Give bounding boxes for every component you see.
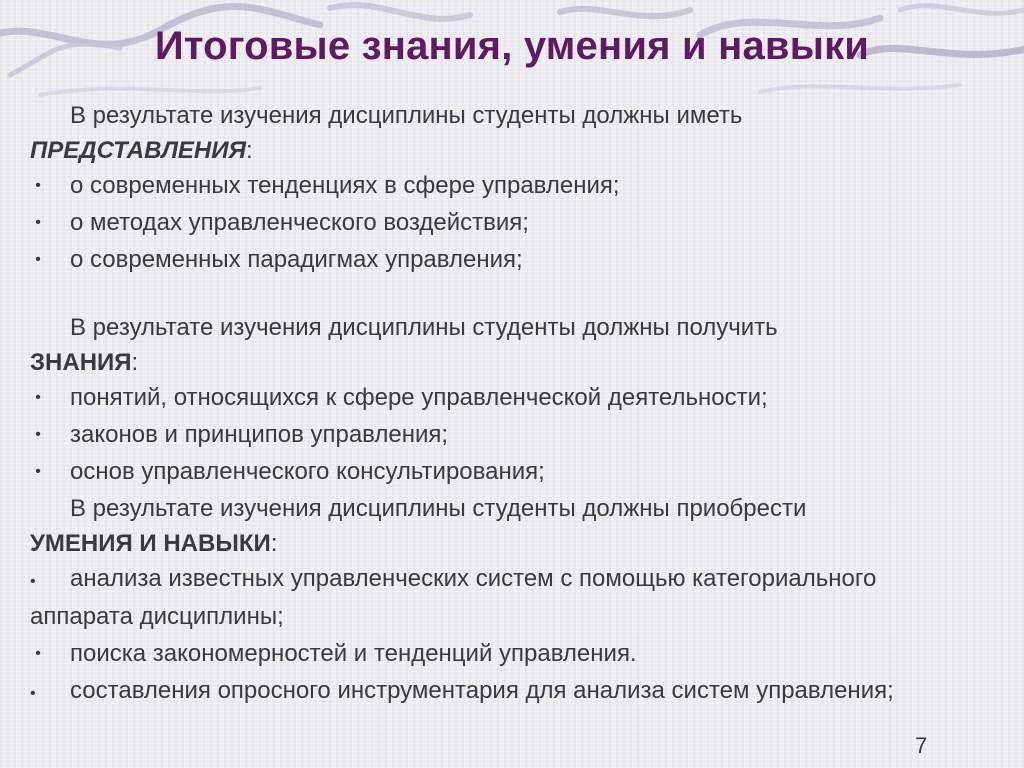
list-item-text: о современных парадигмах управления; xyxy=(70,246,523,273)
page-number: 7 xyxy=(915,733,928,758)
bullet-list xyxy=(30,168,980,277)
spacer xyxy=(30,279,980,310)
list-item xyxy=(30,380,980,415)
term-suffix: : xyxy=(246,137,253,164)
bullet-icon: • xyxy=(35,177,41,194)
section-intro: В результате изучения дисциплины студенты должны получить xyxy=(70,314,778,341)
bullet-icon: • xyxy=(35,389,41,406)
bullet-icon: • xyxy=(35,251,41,268)
bullet-list xyxy=(30,380,980,489)
bullet-icon: • xyxy=(35,463,41,480)
list-item-text: о методах управленческого воздействия; xyxy=(70,209,529,236)
section-term: ЗНАНИЯ xyxy=(30,349,132,376)
section-term-line xyxy=(30,526,980,561)
list-item: • анализа известных управленческих систем с помощью категориального аппарата дисциплины; xyxy=(30,565,877,630)
list-item-text: о современных тенденциях в сфере управления; xyxy=(70,172,620,199)
bullet-list xyxy=(30,561,980,711)
list-item-text: законов и принципов управления; xyxy=(70,421,449,448)
slide-title: Итоговые знания, умения и навыки xyxy=(154,24,870,68)
bullet-icon: • xyxy=(35,214,41,231)
section-intro: В результате изучения дисциплины студенты должны иметь xyxy=(70,102,743,129)
list-item xyxy=(30,636,980,671)
list-item-text: понятий, относящихся к сфере управленческой деятельности; xyxy=(70,384,768,411)
list-item xyxy=(30,205,980,240)
section-term-line xyxy=(30,133,980,168)
list-item-text: анализа известных управленческих систем с помощью категориального аппарата дисциплины; xyxy=(30,565,877,630)
term-suffix: : xyxy=(270,530,278,557)
bullet-icon: • xyxy=(35,426,41,443)
section-intro: В результате изучения дисциплины студенты должны приобрести xyxy=(70,495,807,522)
list-item-text: поиска закономерностей и тенденций управления. xyxy=(70,640,637,667)
list-item-text: основ управленческого консультирования; xyxy=(70,458,545,485)
list-item xyxy=(30,242,980,277)
section-term: УМЕНИЯ И НАВЫКИ xyxy=(30,530,271,557)
slide-content xyxy=(30,98,980,713)
term-suffix: : xyxy=(131,349,139,376)
list-item xyxy=(30,168,980,203)
section-term: ПРЕДСТАВЛЕНИЯ xyxy=(30,137,247,164)
bullet-icon: • xyxy=(35,645,41,662)
list-item xyxy=(30,454,980,489)
list-item-text: составления опросного инструментария для анализа систем управления; xyxy=(70,677,894,704)
list-item xyxy=(30,417,980,452)
list-item: • составления опросного инструментария для анализа систем управления; xyxy=(30,677,894,704)
section-term-line xyxy=(30,345,980,380)
